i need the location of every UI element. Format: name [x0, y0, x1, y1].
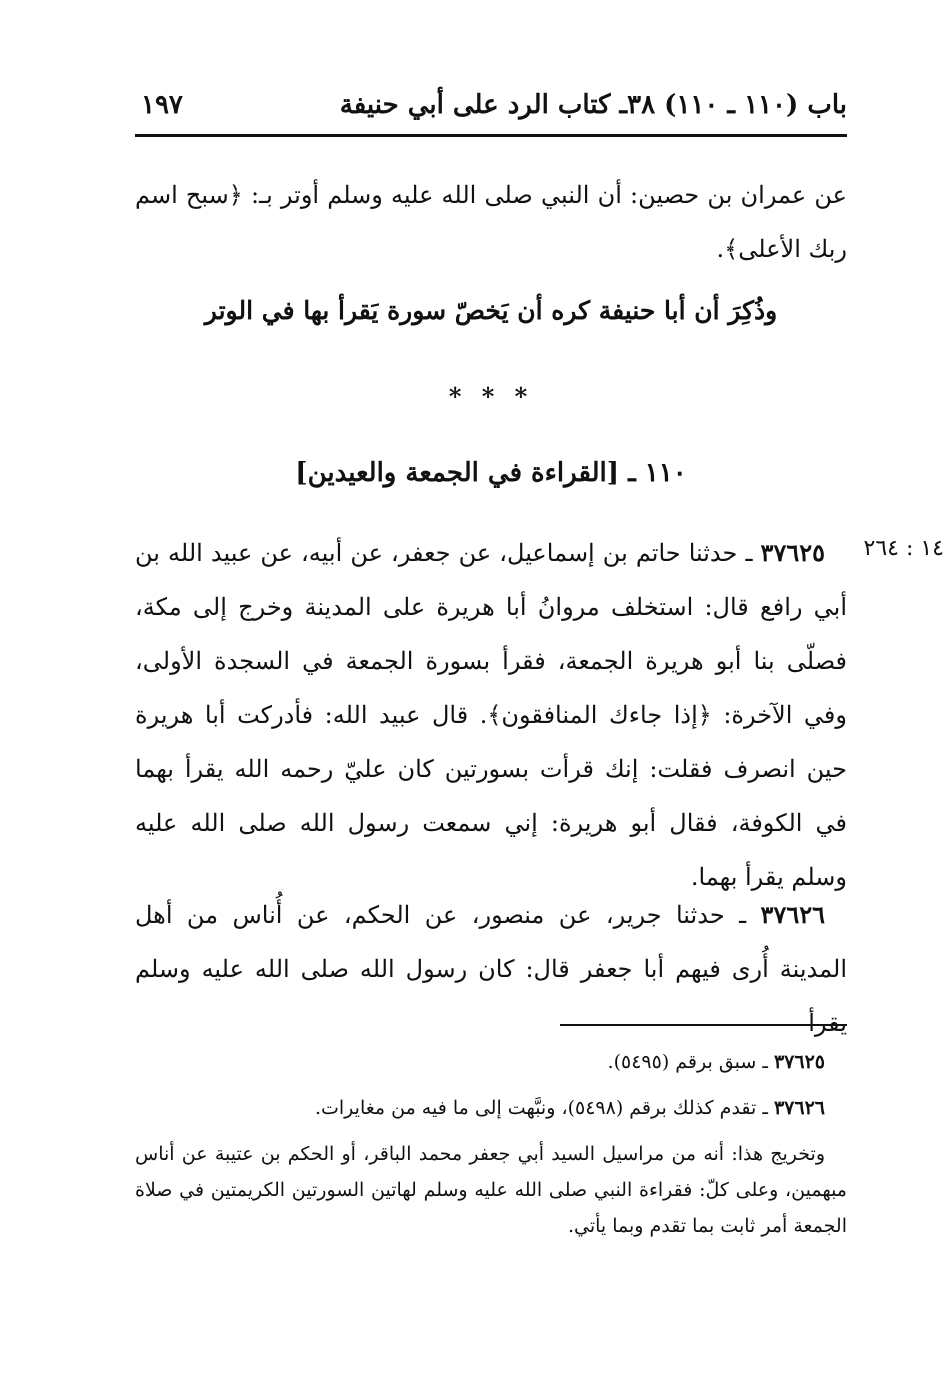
- hadith-number: ٣٧٦٢٥: [760, 538, 825, 567]
- footnote-number: ٣٧٦٢٦: [773, 1097, 825, 1119]
- page-number: ١٩٧: [141, 90, 183, 120]
- footnote: [135, 1136, 847, 1244]
- footnote: [135, 1044, 847, 1080]
- header-title: باب (١١٠ ـ ١١٠) ٣٨ـ كتاب الرد على أبي حنيفة: [339, 90, 847, 120]
- footnote-divider: [560, 1024, 847, 1026]
- margin-reference: ١٤ : ٢٦٤: [863, 536, 944, 561]
- header-divider: [135, 134, 847, 137]
- footnote-text: ـ سبق برقم (٥٤٩٥).: [607, 1051, 774, 1073]
- footnotes: [135, 1044, 847, 1254]
- hadith-body: ـ حدثنا حاتم بن إسماعيل، عن جعفر، عن أبيه، عن عبيد الله بن أبي رافع قال: استخلف مروانُ أبا هريرة على المدينة وخرج إلى مكة، فصلّى بنا أبو هريرة الجمعة، فقرأ بسورة الجمعة في السجدة الأولى، وفي الآخرة: ﴿إذا جاءك المنافقون﴾. قال عبيد الله: فأدركت أبا هريرة حين انصرف فقلت: إنك قرأت بسورتين كان عليّ رحمه الله يقرأ بهما في الكوفة، فقال أبو هريرة: إني سمعت رسول الله صلى الله عليه وسلم يقرأ بهما.: [135, 539, 847, 891]
- footnote: [135, 1090, 847, 1126]
- footnote-text: ـ تقدم كذلك برقم (٥٤٩٨)، ونبَّهت إلى ما فيه من مغايرات.: [314, 1097, 774, 1119]
- section-separator: * * *: [448, 382, 534, 411]
- subheading: وذُكِرَ أن أبا حنيفة كره أن يَخصّ سورة يَقرأ بها في الوتر: [204, 296, 778, 325]
- intro-text: عن عمران بن حصين: أن النبي صلى الله عليه وسلم أوتر بـ: ﴿سبح اسم ربك الأعلى﴾.: [135, 181, 847, 263]
- section-title: ١١٠ ـ [القراءة في الجمعة والعيدين]: [295, 458, 687, 488]
- hadith-paragraph: [135, 526, 847, 904]
- running-header: [135, 86, 847, 132]
- hadith-body: ـ حدثنا جرير، عن منصور، عن الحكم، عن أُناس من أهل المدينة أُرى فيهم أبا جعفر قال: كان رسول الله صلى الله عليه وسلم يقرأ: [135, 901, 847, 1037]
- hadith-number: ٣٧٦٢٦: [760, 900, 825, 929]
- footnote-text: وتخريج هذا: أنه من مراسيل السيد أبي جعفر محمد الباقر، أو الحكم بن عتيبة عن أناس مبهمين، وعلى كلّ: فقراءة النبي صلى الله عليه وسلم لهاتين السورتين الكريمتين في صلاة الجمعة أمر ثابت بما تقدم وبما يأتي.: [135, 1143, 847, 1237]
- hadith-text: [135, 526, 847, 904]
- footnote-number: ٣٧٦٢٥: [773, 1051, 825, 1073]
- intro-paragraph: [135, 168, 847, 276]
